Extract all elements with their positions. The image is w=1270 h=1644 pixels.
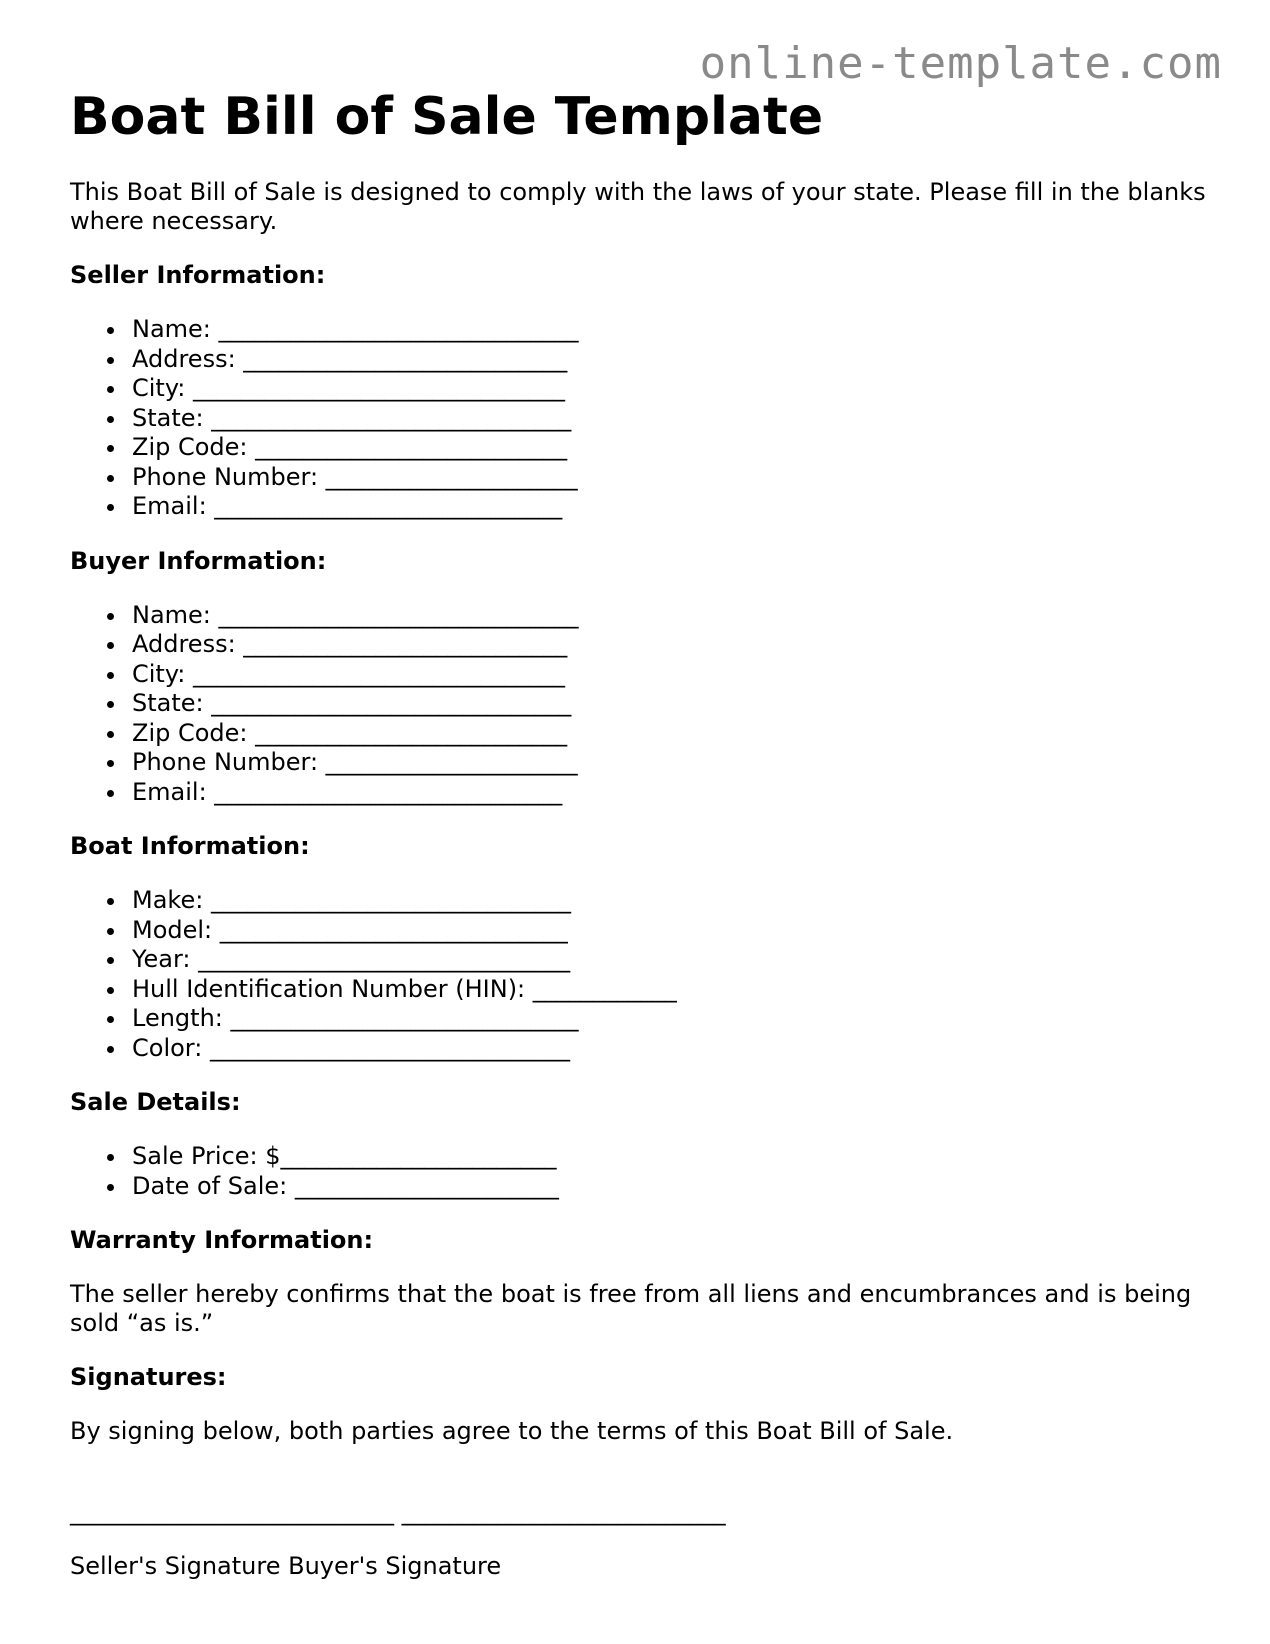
document-page <box>70 86 1210 1581</box>
buyer-city-field: City: _______________________________ <box>70 660 1210 690</box>
buyer-phone-field: Phone Number: _____________________ <box>70 748 1210 778</box>
sale-date-field: Date of Sale: ______________________ <box>70 1172 1210 1202</box>
sale-price-field: Sale Price: $_______________________ <box>70 1142 1210 1172</box>
buyer-email-field: Email: _____________________________ <box>70 778 1210 808</box>
seller-zip-field: Zip Code: __________________________ <box>70 433 1210 463</box>
buyer-state-field: State: ______________________________ <box>70 689 1210 719</box>
watermark-text: online-template.com <box>699 38 1222 89</box>
buyer-address-field: Address: ___________________________ <box>70 630 1210 660</box>
boat-hin-field: Hull Identification Number (HIN): ____________ <box>70 975 1210 1005</box>
buyer-zip-field: Zip Code: __________________________ <box>70 719 1210 749</box>
seller-name-field: Name: ______________________________ <box>70 315 1210 345</box>
signatures-paragraph: By signing below, both parties agree to the terms of this Boat Bill of Sale. <box>70 1417 954 1445</box>
sale-fields-list <box>70 1142 1210 1201</box>
boat-year-field: Year: _______________________________ <box>70 945 1210 975</box>
seller-address-field: Address: ___________________________ <box>70 345 1210 375</box>
boat-model-field: Model: _____________________________ <box>70 916 1210 946</box>
seller-heading: Seller Information: <box>70 261 326 289</box>
boat-fields-list <box>70 886 1210 1063</box>
signature-labels: Seller's Signature Buyer's Signature <box>70 1552 502 1580</box>
intro-paragraph: This Boat Bill of Sale is designed to comply with the laws of your state. Please fill in the blanks where necessary. <box>70 178 1206 235</box>
buyer-fields-list <box>70 601 1210 808</box>
boat-make-field: Make: ______________________________ <box>70 886 1210 916</box>
signatures-heading: Signatures: <box>70 1363 227 1391</box>
signature-lines: ___________________________ ___________________________ <box>70 1498 726 1526</box>
seller-fields-list <box>70 315 1210 522</box>
warranty-heading: Warranty Information: <box>70 1226 374 1254</box>
seller-state-field: State: ______________________________ <box>70 404 1210 434</box>
boat-length-field: Length: _____________________________ <box>70 1004 1210 1034</box>
seller-phone-field: Phone Number: _____________________ <box>70 463 1210 493</box>
seller-email-field: Email: _____________________________ <box>70 492 1210 522</box>
sale-heading: Sale Details: <box>70 1088 241 1116</box>
boat-color-field: Color: ______________________________ <box>70 1034 1210 1064</box>
buyer-name-field: Name: ______________________________ <box>70 601 1210 631</box>
seller-city-field: City: _______________________________ <box>70 374 1210 404</box>
buyer-heading: Buyer Information: <box>70 546 327 575</box>
warranty-paragraph: The seller hereby confirms that the boat is free from all liens and encumbrances and is being sold “as is.” <box>70 1280 1192 1337</box>
page-title: Boat Bill of Sale Template <box>70 87 824 147</box>
boat-heading: Boat Information: <box>70 832 310 860</box>
